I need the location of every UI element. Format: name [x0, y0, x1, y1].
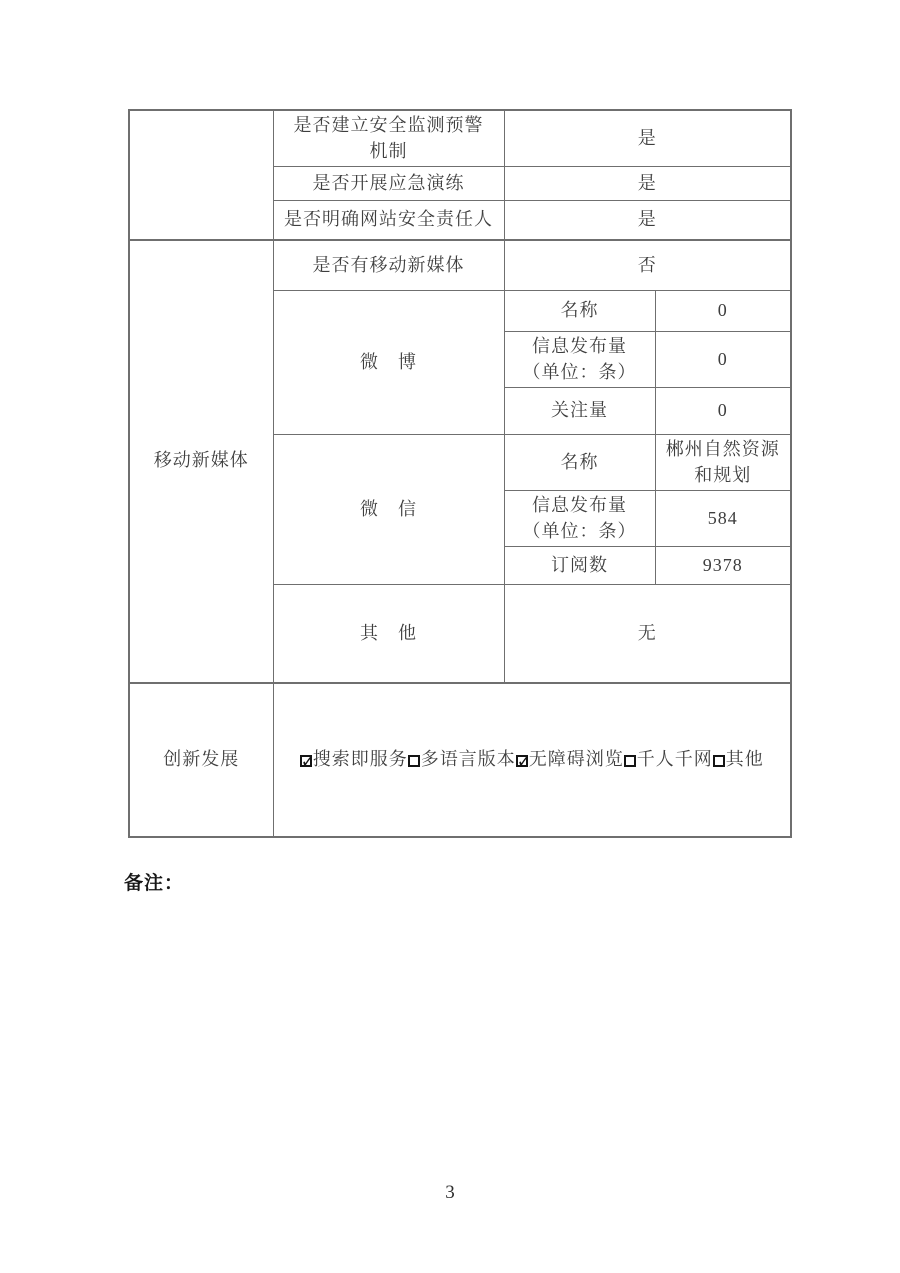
checkbox-icon [408, 755, 420, 767]
innovation-options-cell [273, 683, 791, 837]
checkbox-option-personalized [624, 747, 713, 773]
checkbox-option-other [713, 747, 764, 773]
label-cell-other-media: 其 他 [273, 585, 504, 683]
value-cell-security-warning: 是 [504, 110, 791, 167]
checkbox-option-search-service [300, 747, 408, 773]
label-cell-security-warning: 是否建立安全监测预警 机制 [273, 110, 504, 167]
value-cell-other-media: 无 [504, 585, 791, 683]
table-row [129, 110, 791, 167]
checkbox-label: 无障碍浏览 [528, 749, 624, 770]
value-cell-weibo-name: 0 [655, 291, 791, 332]
group-cell-weibo: 微 博 [273, 291, 504, 435]
notes-label: 备注： [124, 873, 185, 894]
label-cell-wechat-name: 名称 [504, 435, 655, 491]
label-cell-weibo-name: 名称 [504, 291, 655, 332]
checkbox-label: 其他 [725, 749, 764, 770]
checkbox-icon [713, 755, 725, 767]
table-row [129, 240, 791, 291]
value-cell-wechat-posts: 584 [655, 491, 791, 547]
value-cell-weibo-followers: 0 [655, 388, 791, 435]
checkbox-option-multilanguage [408, 747, 516, 773]
label-cell-weibo-followers: 关注量 [504, 388, 655, 435]
label-cell-weibo-posts: 信息发布量 （单位：条） [504, 332, 655, 388]
checkbox-option-accessibility [516, 747, 624, 773]
page-number: 3 [445, 1182, 455, 1203]
annual-report-table [128, 109, 792, 838]
checkbox-label: 多语言版本 [420, 749, 516, 770]
group-cell-wechat: 微 信 [273, 435, 504, 585]
category-cell-blank [129, 110, 273, 240]
checkbox-label: 千人千网 [636, 749, 713, 770]
table-row [129, 683, 791, 837]
label-cell-security-officer: 是否明确网站安全责任人 [273, 201, 504, 240]
checkbox-icon [516, 755, 528, 767]
value-cell-security-officer: 是 [504, 201, 791, 240]
checkbox-label: 搜索即服务 [312, 749, 408, 770]
innovation-options-line [282, 747, 783, 773]
checkbox-icon [300, 755, 312, 767]
label-cell-wechat-posts: 信息发布量 （单位：条） [504, 491, 655, 547]
category-cell-mobile-media: 移动新媒体 [129, 240, 273, 683]
value-cell-wechat-subscribers: 9378 [655, 547, 791, 585]
label-cell-emergency-drill: 是否开展应急演练 [273, 167, 504, 201]
value-cell-emergency-drill: 是 [504, 167, 791, 201]
label-cell-wechat-subscribers: 订阅数 [504, 547, 655, 585]
value-cell-has-mobile-media: 否 [504, 240, 791, 291]
label-cell-has-mobile-media: 是否有移动新媒体 [273, 240, 504, 291]
checkbox-icon [624, 755, 636, 767]
value-cell-wechat-name: 郴州自然资源 和规划 [655, 435, 791, 491]
category-cell-innovation: 创新发展 [129, 683, 273, 837]
value-cell-weibo-posts: 0 [655, 332, 791, 388]
